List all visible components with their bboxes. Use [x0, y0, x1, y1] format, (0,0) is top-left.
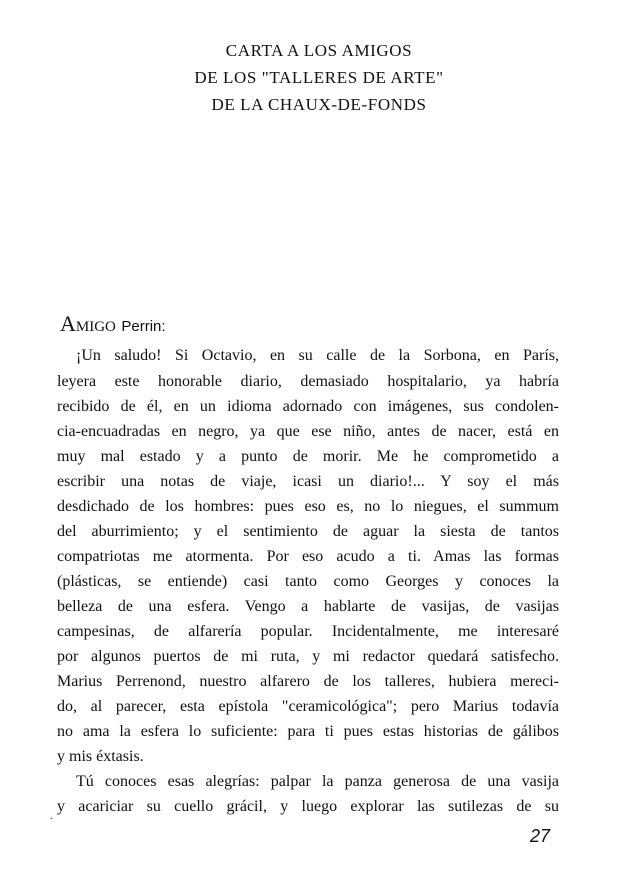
- salutation-word: MIGO: [75, 319, 116, 335]
- title-line-1: CARTA A LOS AMIGOS: [225, 41, 413, 60]
- drop-capital: A: [60, 311, 76, 336]
- body-line: ¡Un saludo! Si Octavio, en su calle de la Sorbona, en París,: [76, 347, 559, 364]
- body-line: leyera este honorable diario, demasiado hospitalario, ya habría: [57, 373, 559, 390]
- body-line: no ama la esfera lo suficiente: para ti pues estas historias de gálibos: [57, 723, 559, 740]
- body-line: do, al parecer, esta epístola "ceramicológica"; pero Marius todavía: [57, 698, 559, 715]
- body-line: muy mal estado y a punto de morir. Me he comprometido a: [57, 448, 559, 465]
- body-line: y acariciar su cuello grácil, y luego explorar las sutilezas de su: [57, 798, 559, 815]
- body-line: y mis éxtasis.: [57, 748, 144, 765]
- body-line: escribir una notas de viaje, icasi un diario!... Y soy el más: [57, 473, 559, 490]
- salutation-name: Perrin:: [121, 318, 166, 335]
- title-line-2: DE LOS "TALLERES DE ARTE": [194, 68, 444, 87]
- margin-mark: .: [50, 811, 53, 822]
- body-line: Tú conoces esas alegrías: palpar la panza generosa de una vasija: [76, 773, 559, 790]
- body-line: recibido de él, en un idioma adornado con imágenes, sus condolen-: [57, 398, 559, 415]
- page-number: 27: [530, 826, 551, 846]
- body-line: campesinas, de alfarería popular. Incidentalmente, me interesaré: [57, 623, 559, 640]
- salutation: [60, 306, 166, 345]
- body-line: desdichado de los hombres: pues eso es, no lo niegues, el summum: [57, 498, 559, 515]
- body-line: belleza de una esfera. Vengo a hablarte de vasijas, de vasijas: [57, 598, 559, 615]
- body-line: del aburrimiento; y el sentimiento de aguar la siesta de tantos: [57, 523, 559, 540]
- body-line: compatriotas me atormenta. Por eso acudo a ti. Amas las formas: [57, 548, 559, 565]
- body-line: (plásticas, se entiende) casi tanto como Georges y conoces la: [57, 573, 559, 590]
- body-line: Marius Perrenond, nuestro alfarero de los talleres, hubiera mereci-: [57, 673, 559, 690]
- title-line-3: DE LA CHAUX-DE-FONDS: [211, 95, 427, 114]
- body-line: cia-encuadradas en negro, ya que ese niño, antes de nacer, está en: [57, 423, 559, 440]
- body-line: por algunos puertos de mi ruta, y mi redactor quedará satisfecho.: [57, 648, 559, 665]
